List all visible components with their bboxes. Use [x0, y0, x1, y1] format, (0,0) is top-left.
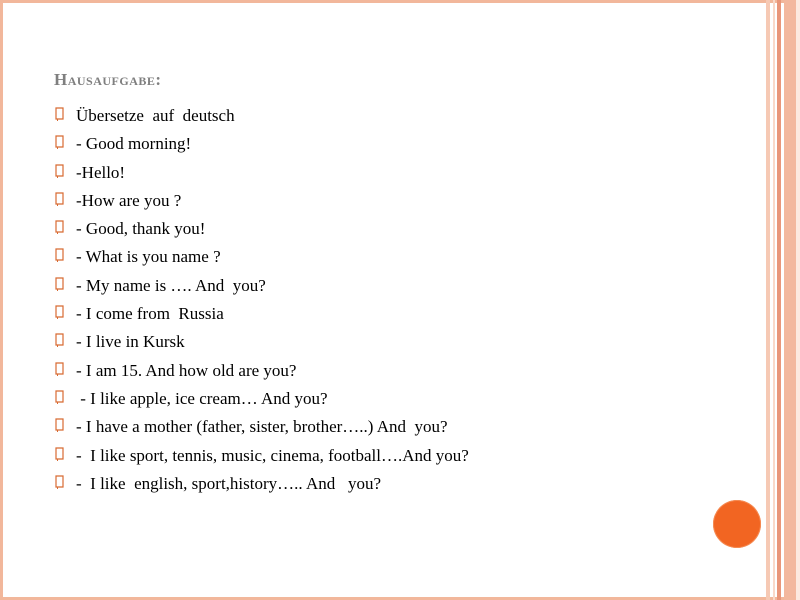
hollow-square-bullet-icon	[54, 135, 66, 151]
right-stripe	[784, 0, 796, 600]
right-stripe	[777, 0, 781, 600]
hollow-square-bullet-icon	[54, 333, 66, 349]
list-item-text: - Good, thank you!	[76, 219, 206, 239]
list-item-text: Übersetze auf deutsch	[76, 106, 235, 125]
list-item-text: - My name is …. And you?	[76, 275, 266, 295]
list-item-text: - Good morning!	[76, 134, 192, 154]
hollow-square-bullet-icon	[54, 192, 66, 208]
hollow-square-bullet-icon	[54, 220, 66, 236]
list-item-text: - I come from Russia	[76, 304, 224, 324]
list-item-text: - I live in Kursk	[76, 332, 185, 352]
hollow-square-bullet-icon	[54, 362, 66, 378]
hollow-square-bullet-icon	[54, 305, 66, 321]
list-item-text: - I like sport, tennis, music, cinema, football….And you?	[76, 445, 469, 465]
hollow-square-bullet-icon	[54, 418, 66, 434]
list-item-text: - I like english, sport,history….. And you?	[76, 473, 382, 493]
hollow-square-bullet-icon	[54, 164, 66, 180]
list-item-text: - I have a mother (father, sister, brother…..) And you?	[76, 417, 448, 437]
left-border	[0, 0, 3, 600]
hollow-square-bullet-icon	[54, 475, 66, 491]
right-stripe	[796, 0, 800, 600]
right-stripe	[773, 0, 775, 600]
hollow-square-bullet-icon	[54, 447, 66, 463]
hollow-square-bullet-icon	[54, 248, 66, 264]
list-item-text: - I like apple, ice cream… And you?	[76, 388, 328, 408]
list-item-text: -How are you ?	[76, 190, 182, 210]
top-border	[0, 0, 800, 3]
slide-title: Hausaufgabe:	[54, 70, 162, 89]
hollow-square-bullet-icon	[54, 277, 66, 293]
list-item-text: - What is you name ?	[76, 247, 221, 267]
right-stripe	[766, 0, 770, 600]
list-item-text: -Hello!	[76, 162, 126, 182]
list-item-text: - I am 15. And how old are you?	[76, 360, 297, 380]
hollow-square-bullet-icon	[54, 390, 66, 406]
hollow-square-bullet-icon	[54, 107, 66, 123]
decorative-circle	[713, 500, 761, 548]
